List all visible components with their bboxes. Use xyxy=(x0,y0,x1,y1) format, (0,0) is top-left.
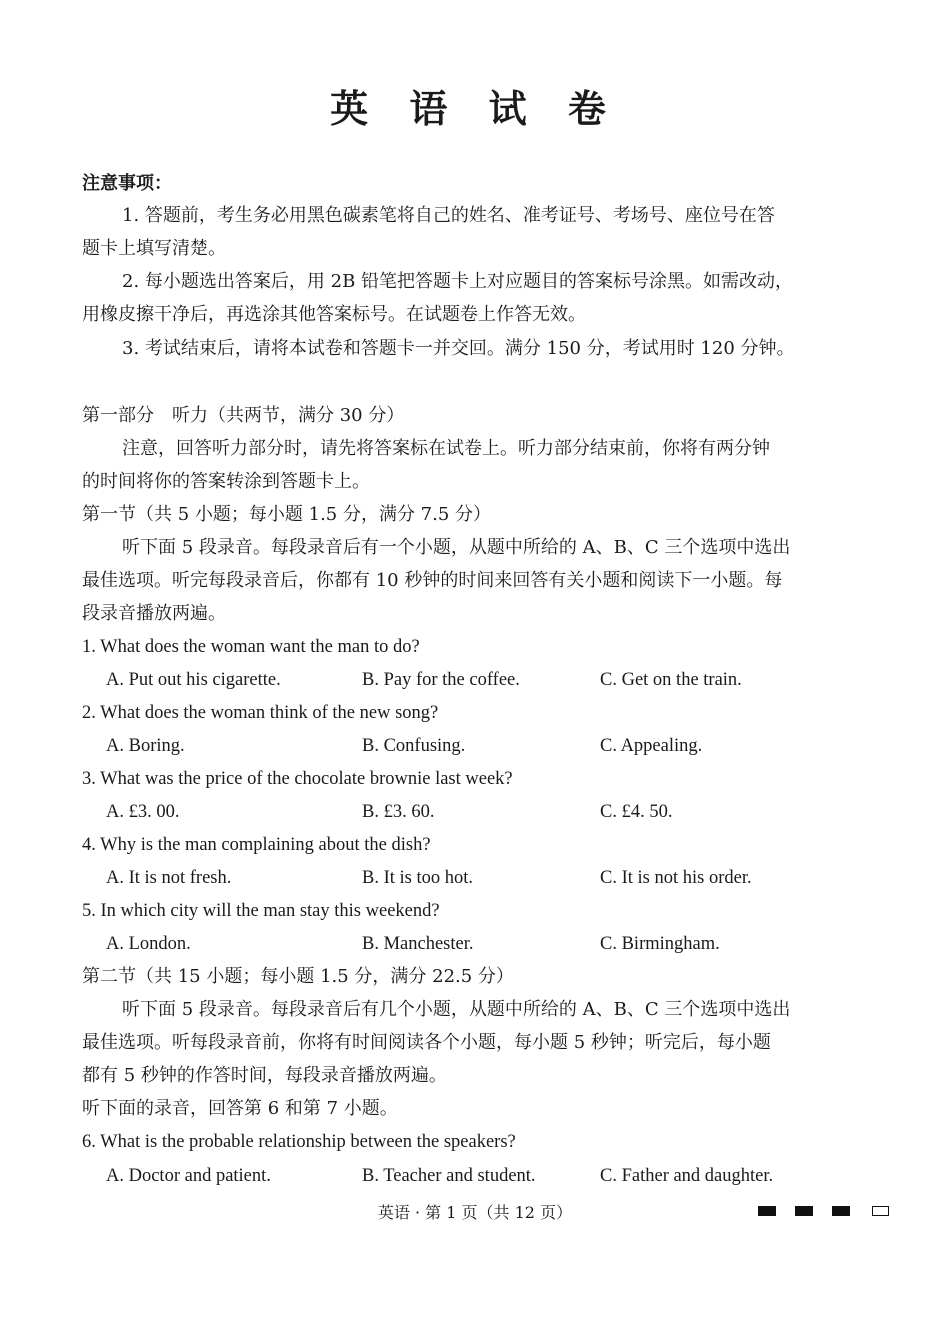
part1-note-a: 注意，回答听力部分时，请先将答案标在试卷上。听力部分结束前，你将有两分钟 xyxy=(122,438,770,459)
q4-option-c: C. It is not his order. xyxy=(600,868,752,888)
q3-option-a: A. £3. 00. xyxy=(106,802,180,822)
q2-option-a: A. Boring. xyxy=(106,736,185,756)
part1-heading: 第一部分 听力（共两节，满分 30 分） xyxy=(82,405,405,426)
section2-sub: 听下面的录音，回答第 6 和第 7 小题。 xyxy=(82,1098,398,1119)
notice-item-2b: 用橡皮擦干净后，再选涂其他答案标号。在试题卷上作答无效。 xyxy=(82,304,586,325)
filled-square-mark-1 xyxy=(758,1206,776,1216)
notice-heading: 注意事项： xyxy=(82,173,172,194)
q5-option-a: A. London. xyxy=(106,934,191,954)
notice-item-3: 3. 考试结束后，请将本试卷和答题卡一并交回。满分 150 分，考试用时 120 分钟。 xyxy=(122,338,795,359)
question-6: 6. What is the probable relationship between the speakers? xyxy=(82,1132,516,1152)
notice-item-1a: 1. 答题前，考生务必用黑色碳素笔将自己的姓名、准考证号、考场号、座位号在答 xyxy=(122,205,775,226)
section2-heading: 第二节（共 15 小题；每小题 1.5 分，满分 22.5 分） xyxy=(82,966,514,987)
question-5: 5. In which city will the man stay this weekend? xyxy=(82,901,440,921)
q6-option-c: C. Father and daughter. xyxy=(600,1166,774,1186)
q4-option-b: B. It is too hot. xyxy=(362,868,474,888)
section1-instr-a: 听下面 5 段录音。每段录音后有一个小题，从题中所给的 A、B、C 三个选项中选出 xyxy=(122,537,791,558)
question-3: 3. What was the price of the chocolate brownie last week? xyxy=(82,769,513,789)
section2-instr-b: 最佳选项。听每段录音前，你将有时间阅读各个小题，每小题 5 秒钟；听完后，每小题 xyxy=(82,1032,771,1053)
question-2: 2. What does the woman think of the new song? xyxy=(82,703,439,723)
section1-heading: 第一节（共 5 小题；每小题 1.5 分，满分 7.5 分） xyxy=(82,504,492,525)
q4-option-a: A. It is not fresh. xyxy=(106,868,232,888)
q3-option-b: B. £3. 60. xyxy=(362,802,435,822)
exam-title: 英 语 试 卷 xyxy=(330,86,620,131)
q5-option-b: B. Manchester. xyxy=(362,934,474,954)
section2-instr-c: 都有 5 秒钟的作答时间，每段录音播放两遍。 xyxy=(82,1065,447,1086)
question-4: 4. Why is the man complaining about the dish? xyxy=(82,835,431,855)
hollow-square-mark xyxy=(872,1206,889,1216)
q1-option-c: C. Get on the train. xyxy=(600,670,742,690)
section2-instr-a: 听下面 5 段录音。每段录音后有几个小题，从题中所给的 A、B、C 三个选项中选出 xyxy=(122,999,791,1020)
q6-option-a: A. Doctor and patient. xyxy=(106,1166,271,1186)
notice-item-2a: 2. 每小题选出答案后，用 2B 铅笔把答题卡上对应题目的答案标号涂黑。如需改动， xyxy=(122,271,794,292)
filled-square-mark-3 xyxy=(832,1206,850,1216)
notice-item-1b: 题卡上填写清楚。 xyxy=(82,238,226,259)
q2-option-b: B. Confusing. xyxy=(362,736,466,756)
q1-option-b: B. Pay for the coffee. xyxy=(362,670,520,690)
page-footer: 英语 · 第 1 页（共 12 页） xyxy=(377,1203,573,1222)
section1-instr-c: 段录音播放两遍。 xyxy=(82,603,226,624)
question-1: 1. What does the woman want the man to do? xyxy=(82,637,420,657)
q5-option-c: C. Birmingham. xyxy=(600,934,720,954)
q1-option-a: A. Put out his cigarette. xyxy=(106,670,281,690)
q3-option-c: C. £4. 50. xyxy=(600,802,673,822)
filled-square-mark-2 xyxy=(795,1206,813,1216)
q6-option-b: B. Teacher and student. xyxy=(362,1166,536,1186)
section1-instr-b: 最佳选项。听完每段录音后，你都有 10 秒钟的时间来回答有关小题和阅读下一小题。每 xyxy=(82,570,783,591)
q2-option-c: C. Appealing. xyxy=(600,736,703,756)
part1-note-b: 的时间将你的答案转涂到答题卡上。 xyxy=(82,471,370,492)
